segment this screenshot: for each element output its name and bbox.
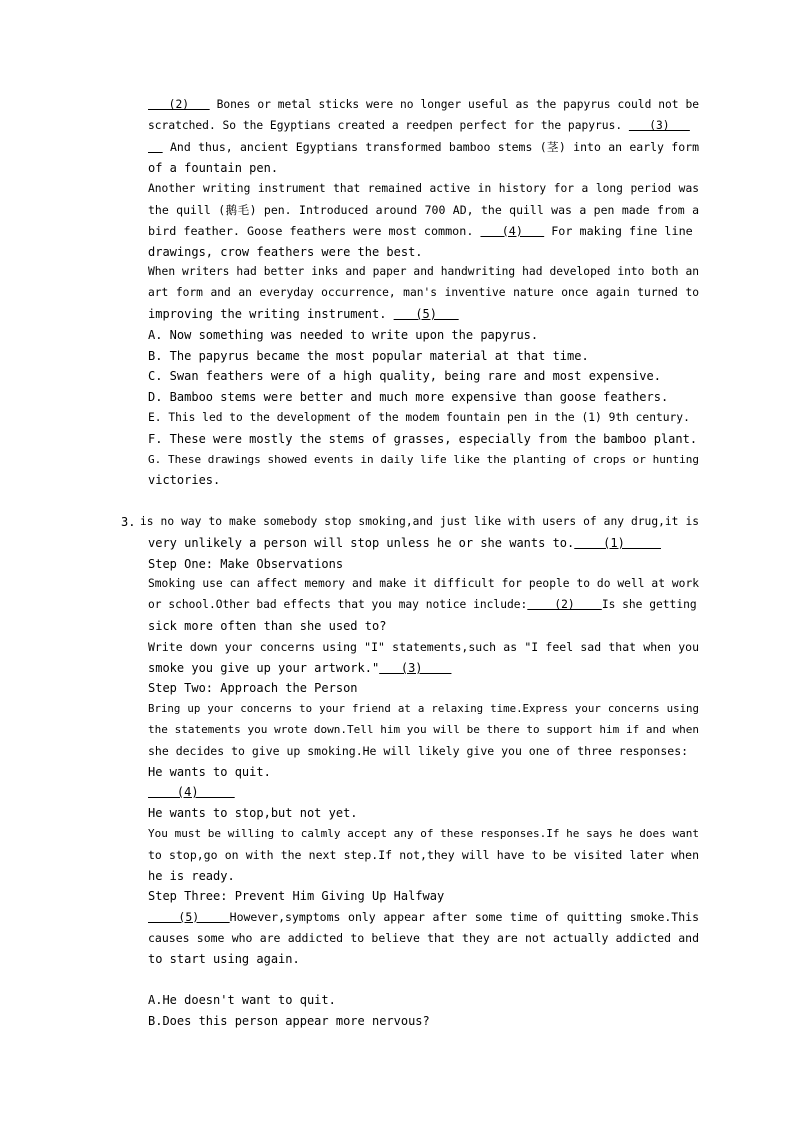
text-line: he is ready. — [148, 869, 235, 883]
blank-3: (3) — [628, 119, 690, 132]
text-line: the statements you wrote down.Tell him you will be there to support him if and when — [148, 723, 699, 736]
text-line: to start using again. — [148, 952, 300, 966]
question-number: 3. — [121, 515, 136, 529]
text-line: to stop,go on with the next step.If not,they will have to be visited later when — [148, 848, 699, 862]
text-line: Smoking use can affect memory and make it difficult for people to do well at work — [148, 577, 699, 590]
blank-4: (4) — [480, 224, 545, 238]
text-line: He wants to stop,but not yet. — [148, 806, 358, 820]
text-line: of a fountain pen. — [148, 161, 279, 175]
text-line: she decides to give up smoking.He will likely give you one of three responses: — [148, 744, 689, 758]
text-line: is no way to make somebody stop smoking,and just like with users of any drug,it is — [140, 515, 699, 528]
text-line: improving the writing instrument. (5) — [148, 307, 459, 321]
option-e: E. This led to the development of the modem fountain pen in the (1) 9th century. — [148, 411, 690, 424]
option-g-continuation: victories. — [148, 473, 221, 487]
option-f: F. These were mostly the stems of grasses, especially from the bamboo plant. — [148, 432, 698, 446]
text-line: smoke you give up your artwork." (3) — [148, 661, 452, 675]
step-two-title: Step Two: Approach the Person — [148, 681, 358, 695]
text-line: bird feather. Goose feathers were most common. (4) For making fine line — [148, 224, 693, 238]
option-a: A. Now something was needed to write upon the papyrus. — [148, 328, 539, 342]
text-line: Another writing instrument that remained active in history for a long period was — [148, 182, 699, 195]
text-line: Write down your concerns using "I" statements,such as "I feel sad that when you — [148, 640, 699, 654]
text-line: or school.Other bad effects that you may notice include: (2) Is she getting — [148, 598, 697, 611]
text-line: very unlikely a person will stop unless he or she wants to. (1) — [148, 536, 661, 550]
blank-2: (2) — [527, 598, 602, 611]
text-line: scratched. So the Egyptians created a reedpen perfect for the papyrus. (3) — [148, 119, 690, 132]
blank-3-continuation — [148, 140, 163, 154]
option-d: D. Bamboo stems were better and much more expensive than goose feathers. — [148, 390, 669, 404]
text-line: causes some who are addicted to believe that they are not actually addicted and — [148, 931, 699, 945]
text-line: You must be willing to calmly accept any of these responses.If he says he does want — [148, 827, 699, 840]
text-line: When writers had better inks and paper and handwriting had developed into both an — [148, 265, 699, 278]
option-b: B.Does this person appear more nervous? — [148, 1014, 430, 1028]
text-line: He wants to quit. — [148, 765, 271, 779]
text-line: Bring up your concerns to your friend at a relaxing time.Express your concerns using — [148, 702, 699, 715]
text-line: And thus, ancient Egyptians transformed bamboo stems (茎) into an early form — [148, 137, 699, 157]
option-a: A.He doesn't want to quit. — [148, 993, 336, 1007]
option-b: B. The papyrus became the most popular material at that time. — [148, 349, 589, 363]
step-three-title: Step Three: Prevent Him Giving Up Halfway — [148, 889, 445, 903]
blank-5: (5) — [148, 910, 230, 924]
text-line: drawings, crow feathers were the best. — [148, 245, 423, 259]
option-c: C. Swan feathers were of a high quality, being rare and most expensive. — [148, 369, 661, 383]
text-line: art form and an everyday occurrence, man's inventive nature once again turned to — [148, 286, 699, 299]
blank-4: (4) — [148, 785, 235, 799]
blank-2: (2) — [148, 98, 210, 111]
blank-5: (5) — [393, 307, 459, 321]
step-one-title: Step One: Make Observations — [148, 557, 344, 571]
blank-3: (3) — [379, 661, 452, 675]
text-line: (5) However,symptoms only appear after some time of quitting smoke.This — [148, 910, 699, 924]
blank-1: (1) — [574, 536, 661, 550]
text-line: the quill (鹅毛) pen. Introduced around 700 AD, the quill was a pen made from a — [148, 203, 699, 217]
text-line: sick more often than she used to? — [148, 619, 387, 633]
option-g: G. These drawings showed events in daily life like the planting of crops or hunting — [148, 453, 699, 466]
text-line — [148, 782, 699, 802]
text-line: (2) Bones or metal sticks were no longer useful as the papyrus could not be — [148, 98, 699, 111]
